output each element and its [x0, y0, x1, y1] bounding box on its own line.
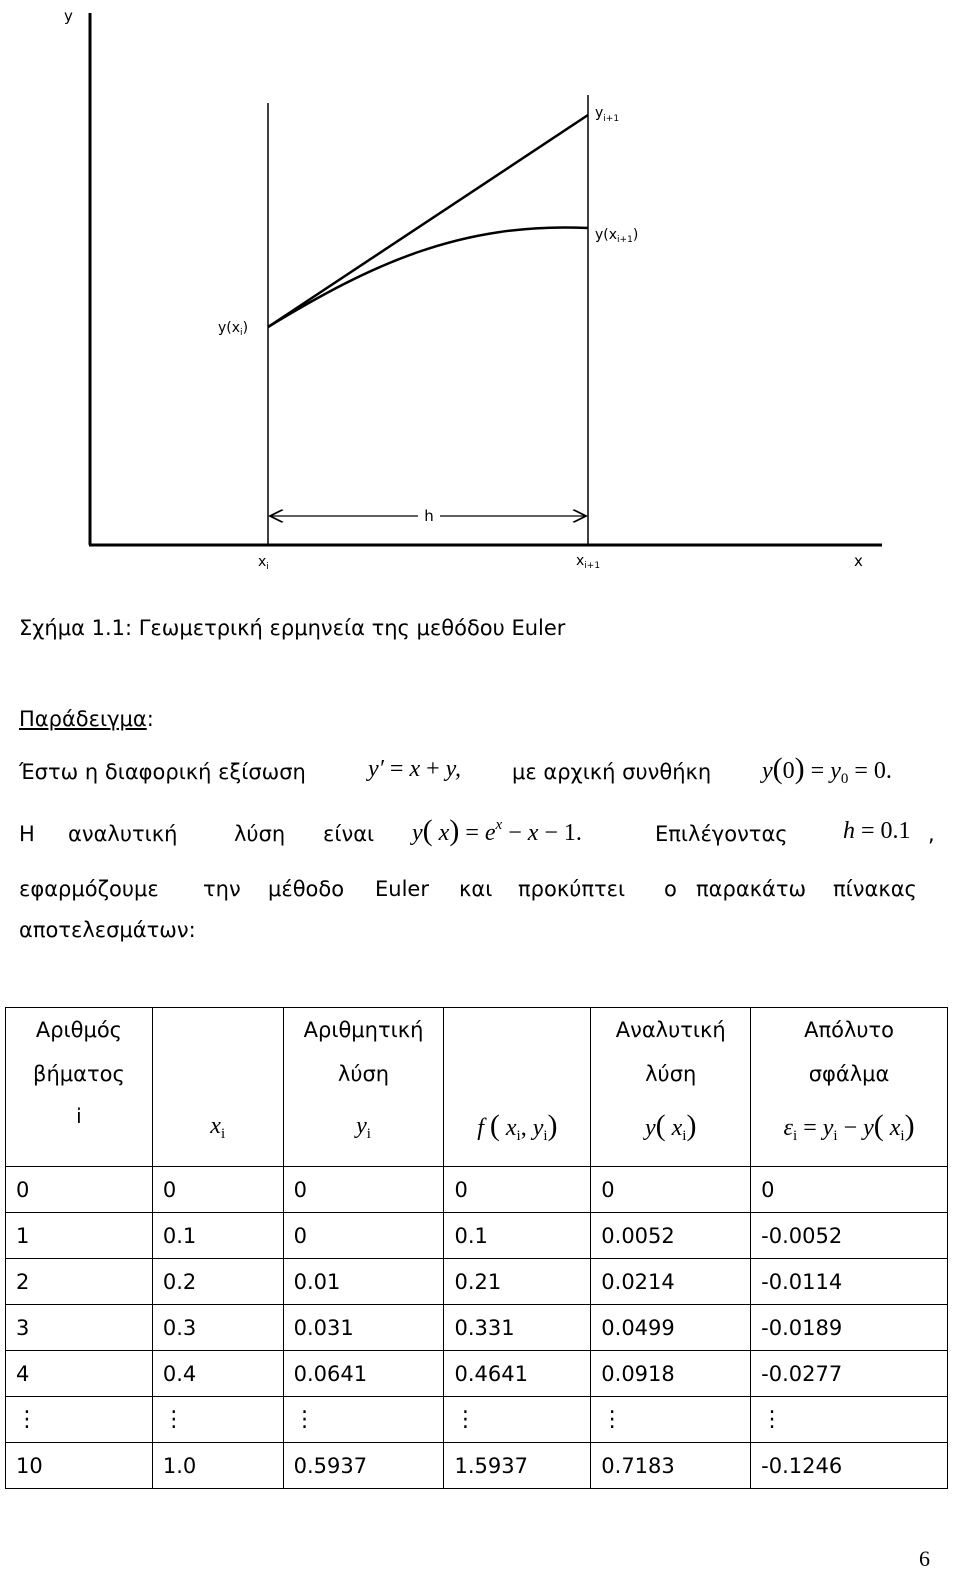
cell-y: 0.5937	[283, 1443, 444, 1489]
cell-y: 0	[283, 1213, 444, 1259]
cell-step: 3	[6, 1305, 153, 1351]
cell-y: 0.031	[283, 1305, 444, 1351]
cell-x: 0.1	[152, 1213, 283, 1259]
header-step: Αριθμός βήματος i	[6, 1008, 153, 1167]
xi1-label: $x_{i+1}$	[576, 553, 601, 571]
line2-choose: Επιλέγοντας	[655, 822, 788, 846]
cell-analytic: 0	[591, 1167, 751, 1213]
cell-ellipsis: ⋮	[283, 1397, 444, 1443]
cell-x: 0.4	[152, 1351, 283, 1397]
euler-step-line	[268, 115, 588, 327]
cell-error: -0.1246	[751, 1443, 948, 1489]
cell-f: 0	[444, 1167, 591, 1213]
cell-f: 0.331	[444, 1305, 591, 1351]
cell-analytic: 0.7183	[591, 1443, 751, 1489]
line3-word-3: μέθοδο	[268, 877, 345, 901]
header-x: $x_i$	[152, 1008, 283, 1167]
table-row	[6, 1259, 948, 1305]
cell-step: 2	[6, 1259, 153, 1305]
cell-ellipsis: ⋮	[591, 1397, 751, 1443]
cell-step: 1	[6, 1213, 153, 1259]
cell-x: 0	[152, 1167, 283, 1213]
line2-word-1: Η	[19, 822, 35, 846]
cell-analytic: 0.0214	[591, 1259, 751, 1305]
example-heading: Παράδειγμα:	[19, 707, 154, 731]
y-xi-label: $y(x_i)$	[218, 320, 249, 338]
ode-equation: y′ = x + y,	[368, 756, 461, 782]
y-axis-label: y	[64, 7, 73, 25]
table-row	[6, 1305, 948, 1351]
line3-word-6: προκύπτει	[518, 877, 626, 901]
line2-comma: ,	[928, 822, 935, 846]
cell-ellipsis: ⋮	[444, 1397, 591, 1443]
cell-x: 0.2	[152, 1259, 283, 1305]
line1-text: Έστω η διαφορική εξίσωση	[19, 760, 306, 784]
cell-y: 0.0641	[283, 1351, 444, 1397]
line3-word-4: Euler	[375, 877, 429, 901]
cell-error: -0.0277	[751, 1351, 948, 1397]
cell-analytic: 0.0499	[591, 1305, 751, 1351]
cell-error: -0.0114	[751, 1259, 948, 1305]
line2-word-4: είναι	[323, 822, 375, 846]
cell-y: 0.01	[283, 1259, 444, 1305]
table-row-last	[6, 1443, 948, 1489]
cell-ellipsis: ⋮	[6, 1397, 153, 1443]
cell-f: 1.5937	[444, 1443, 591, 1489]
xi-label: $x_i$	[258, 554, 269, 572]
line3-word-2: την	[203, 877, 241, 901]
exact-solution-curve	[268, 227, 588, 327]
table-row	[6, 1167, 948, 1213]
results-table	[5, 1007, 948, 1489]
table-row	[6, 1351, 948, 1397]
line3-word-5: και	[459, 877, 493, 901]
cell-step: 4	[6, 1351, 153, 1397]
x-axis-label: x	[854, 552, 863, 570]
h-label: h	[424, 507, 434, 525]
cell-x: 0.3	[152, 1305, 283, 1351]
cell-y: 0	[283, 1167, 444, 1213]
line2-word-3: λύση	[234, 822, 286, 846]
cell-ellipsis: ⋮	[751, 1397, 948, 1443]
line3-word-1: εφαρμόζουμε	[19, 877, 159, 901]
page-number: 6	[919, 1546, 930, 1571]
table-header-row	[6, 1008, 948, 1167]
header-numerical: Αριθμητική λύση $y_i$	[283, 1008, 444, 1167]
step-size: h = 0.1	[843, 818, 911, 844]
line1-mid: με αρχική συνθήκη	[512, 760, 712, 784]
cell-f: 0.1	[444, 1213, 591, 1259]
euler-figure	[0, 0, 960, 600]
table-row-ellipsis	[6, 1397, 948, 1443]
initial-condition: $y(0) = y_0 = 0$.	[762, 752, 892, 787]
analytic-solution: y( $x) = e^x - x - 1$.	[412, 814, 582, 847]
line2-word-2: αναλυτική	[68, 822, 178, 846]
line3-word-9: πίνακας	[833, 877, 917, 901]
cell-error: -0.0052	[751, 1213, 948, 1259]
cell-step: 0	[6, 1167, 153, 1213]
line4: αποτελεσμάτων:	[19, 918, 196, 942]
cell-step: 10	[6, 1443, 153, 1489]
cell-f: 0.21	[444, 1259, 591, 1305]
figure-caption: Σχήμα 1.1: Γεωμετρική ερμηνεία της μεθόδου Euler	[19, 616, 566, 640]
cell-analytic: 0.0918	[591, 1351, 751, 1397]
cell-error: 0	[751, 1167, 948, 1213]
y-xi1-label: $y(x_{i+1})$	[595, 227, 639, 245]
cell-f: 0.4641	[444, 1351, 591, 1397]
cell-error: -0.0189	[751, 1305, 948, 1351]
cell-x: 1.0	[152, 1443, 283, 1489]
cell-analytic: 0.0052	[591, 1213, 751, 1259]
yi1-label: $y_{i+1}$	[595, 105, 620, 124]
header-error: Απόλυτο σφάλμα $\varepsilon_i = y_i - y$( $x_i$)	[751, 1008, 948, 1167]
header-analytic: Αναλυτική λύση y( $x_i$)	[591, 1008, 751, 1167]
line3-word-8: παρακάτω	[696, 877, 807, 901]
header-f: f ( $x_i$, $y_i$)	[444, 1008, 591, 1167]
cell-ellipsis: ⋮	[152, 1397, 283, 1443]
line3-word-7: ο	[664, 877, 677, 901]
table-row	[6, 1213, 948, 1259]
